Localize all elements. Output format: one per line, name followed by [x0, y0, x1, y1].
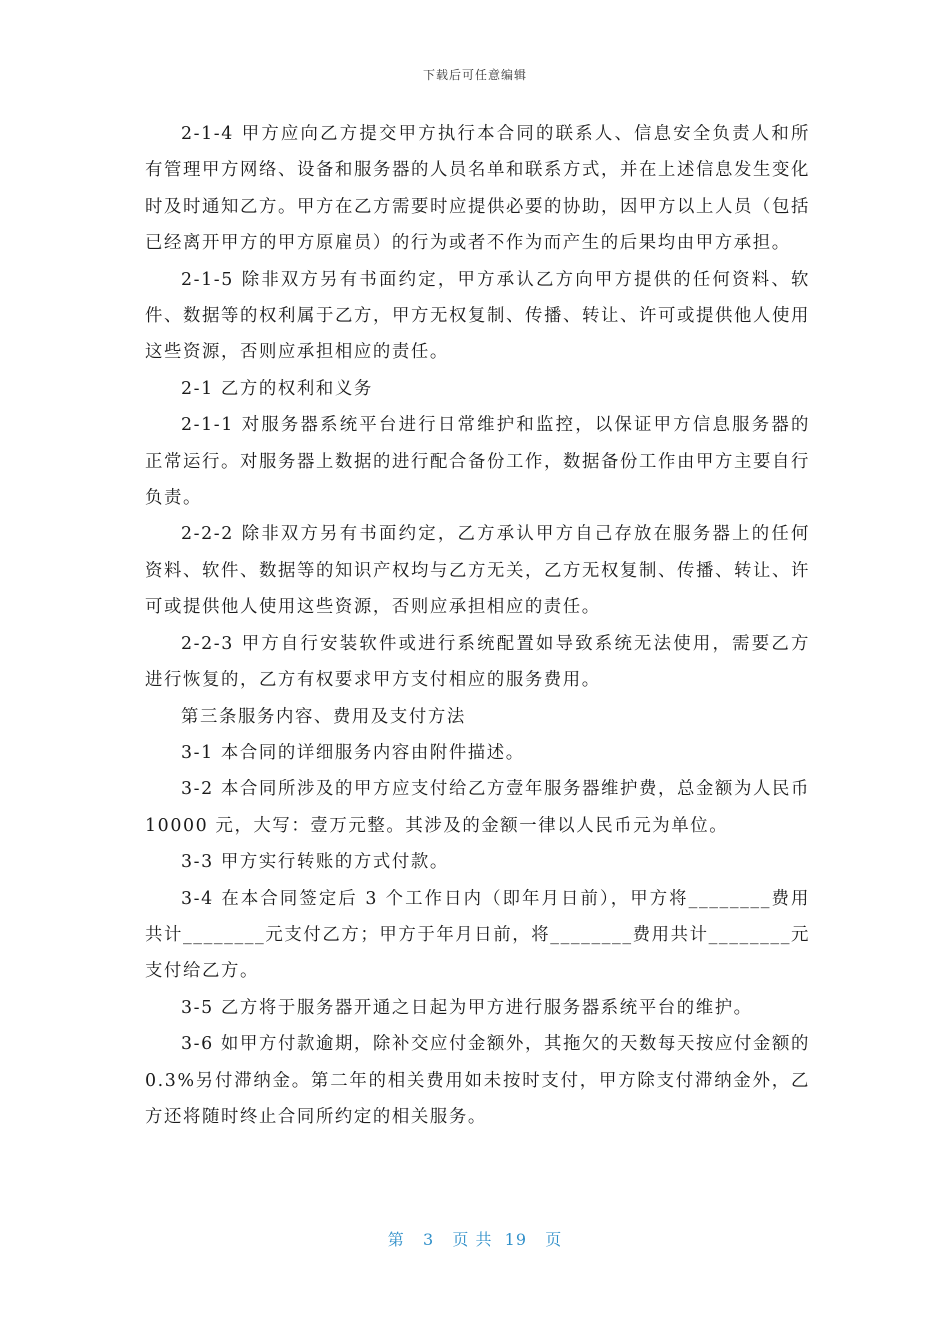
clause-3-5: 3-5 乙方将于服务器开通之日起为甲方进行服务器系统平台的维护。	[181, 997, 753, 1018]
page-number: 第 3 页 共 19 页	[387, 1230, 563, 1249]
clause-3-1: 3-1 本合同的详细服务内容由附件描述。	[181, 742, 525, 763]
clause-2-1-4: 2-1-4 甲方应向乙方提交甲方执行本合同的联系人、信息安全负责人和所有管理甲方网络、设备和服务器的人员名单和联系方式，并在上述信息发生变化时及时通知乙方。甲方在乙方需要时应提供必要的协助，因甲方以上人员（包括已经离开甲方的甲方原雇员）的行为或者不作为而产生的后果均由甲方承担。	[145, 124, 810, 254]
clause-2-2-3: 2-2-3 甲方自行安装软件或进行系统配置如导致系统无法使用，需要乙方进行恢复的，乙方有权要求甲方支付相应的服务费用。	[145, 633, 810, 691]
clause-3-3: 3-3 甲方实行转账的方式付款。	[181, 852, 449, 873]
article-3-heading: 第三条服务内容、费用及支付方法	[181, 706, 466, 727]
clause-2-2-2: 2-2-2 除非双方另有书面约定，乙方承认甲方自己存放在服务器上的任何资料、软件、数据等的知识产权均与乙方无关，乙方无权复制、传播、转让、许可或提供他人使用这些资源，否则应承担相应的责任。	[145, 524, 810, 618]
clause-2-1-1: 2-1-1 对服务器系统平台进行日常维护和监控，以保证甲方信息服务器的正常运行。对服务器上数据的进行配合备份工作，数据备份工作由甲方主要自行负责。	[145, 415, 810, 509]
page-header-note: 下载后可任意编辑	[422, 68, 527, 82]
clause-3-2: 3-2 本合同所涉及的甲方应支付给乙方壹年服务器维护费，总金额为人民币 10000 元，大写：壹万元整。其涉及的金额一律以人民币元为单位。	[145, 779, 818, 836]
clause-2-1-5: 2-1-5 除非双方另有书面约定，甲方承认乙方向甲方提供的任何资料、软件、数据等的权利属于乙方，甲方无权复制、传播、转让、许可或提供他人使用这些资源，否则应承担相应的责任。	[145, 269, 810, 363]
contract-body	[145, 116, 818, 1135]
clause-3-6: 3-6 如甲方付款逾期，除补交应付金额外，其拖欠的天数每天按应付金额的 0.3%另付滞纳金。第二年的相关费用如未按时支付，甲方除支付滞纳金外，乙方还将随时终止合同所约定的相关服务。	[145, 1034, 818, 1127]
section-heading-2-1: 2-1 乙方的权利和义务	[181, 378, 373, 399]
clause-3-4: 3-4 在本合同签定后 3 个工作日内（即年月日前），甲方将________费用共计________元支付乙方；甲方于年月日前，将________费用共计________元支付给乙方。	[145, 888, 810, 982]
